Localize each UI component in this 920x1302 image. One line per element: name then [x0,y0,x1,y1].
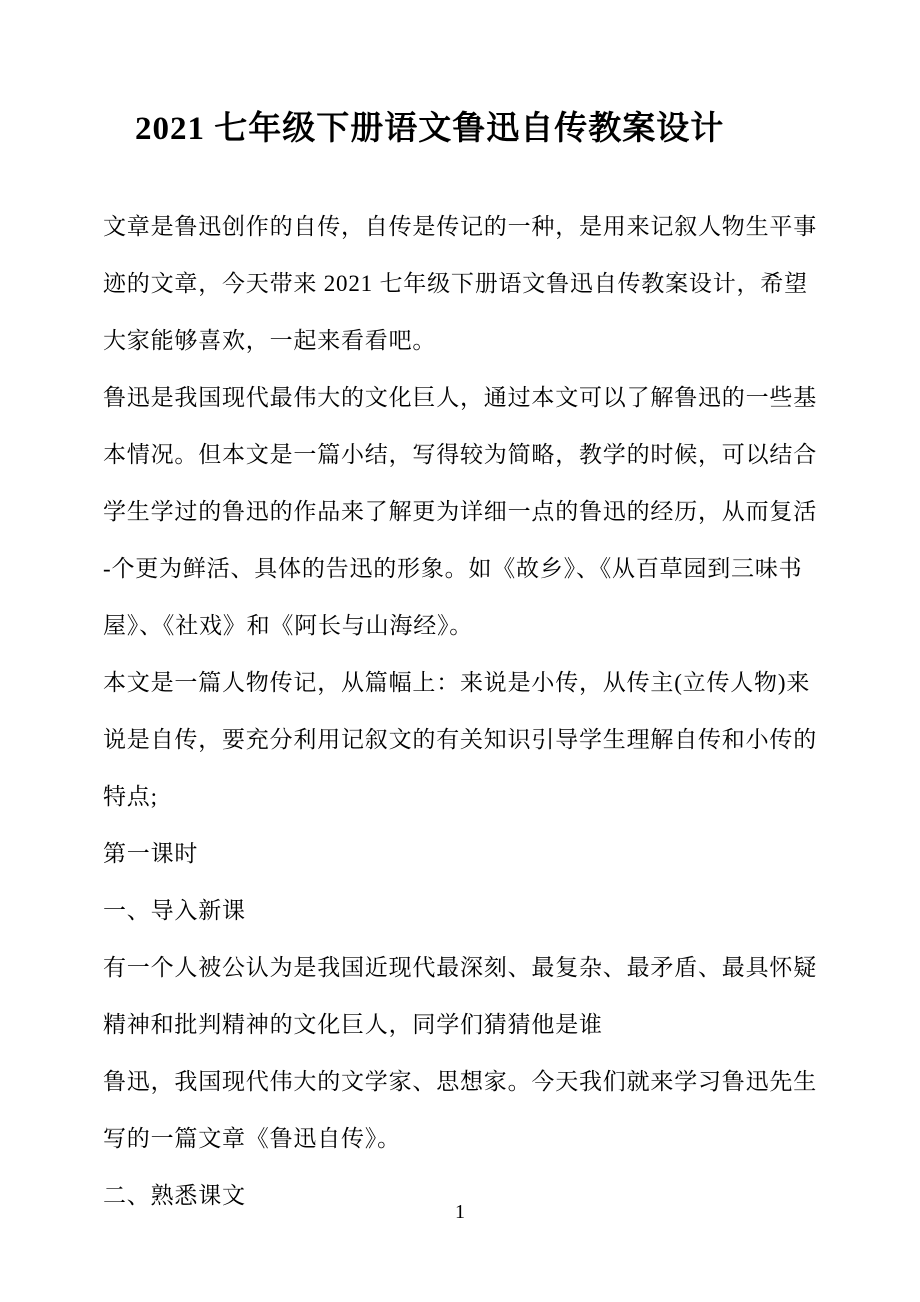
page-number: 1 [455,1201,465,1223]
text-line: 有一个人被公认为是我国近现代最深刻、最复杂、最矛盾、最具怀疑 [103,955,817,980]
text-line: 屋》、《社戏》和《阿长与山海经》。 [103,613,474,638]
text-line: 鲁迅是我国现代最伟大的文化巨人，通过本文可以了解鲁迅的一些基 [103,385,817,410]
text-line: 迹的文章，今天带来 2021 七年级下册语文鲁迅自传教案设计，希望 [103,271,808,296]
document-content [103,104,819,1224]
section-heading: 第一课时 [103,841,199,866]
document-title: 2021 七年级下册语文鲁迅自传教案设计 [135,111,725,147]
text-line: 文章是鲁迅创作的自传，自传是传记的一种，是用来记叙人物生平事 [103,214,817,239]
text-line: 大家能够喜欢，一起来看看吧。 [103,328,437,353]
text-line: 本文是一篇人物传记，从篇幅上：来说是小传，从传主(立传人物)来 [103,670,811,695]
text-line: 特点; [103,784,158,809]
section-heading: 一、导入新课 [103,898,246,923]
text-line: 学生学过的鲁迅的作品来了解更为详细一点的鲁迅的经历，从而复活 [103,499,817,524]
text-line: 本情况。但本文是一篇小结，写得较为简略，教学的时候，可以结合 [103,442,817,467]
text-line: 说是自传，要充分利用记叙文的有关知识引导学生理解自传和小传的 [103,727,817,752]
text-line: 鲁迅，我国现代伟大的文学家、思想家。今天我们就来学习鲁迅先生 [103,1069,817,1094]
text-line: -个更为鲜活、具体的告迅的形象。如《故乡》、《从百草园到三味书 [103,556,803,581]
text-line: 写的一篇文章《鲁迅自传》。 [103,1126,401,1151]
text-line: 精神和批判精神的文化巨人，同学们猜猜他是谁 [103,1012,603,1037]
section-heading: 二、熟悉课文 [103,1183,246,1208]
